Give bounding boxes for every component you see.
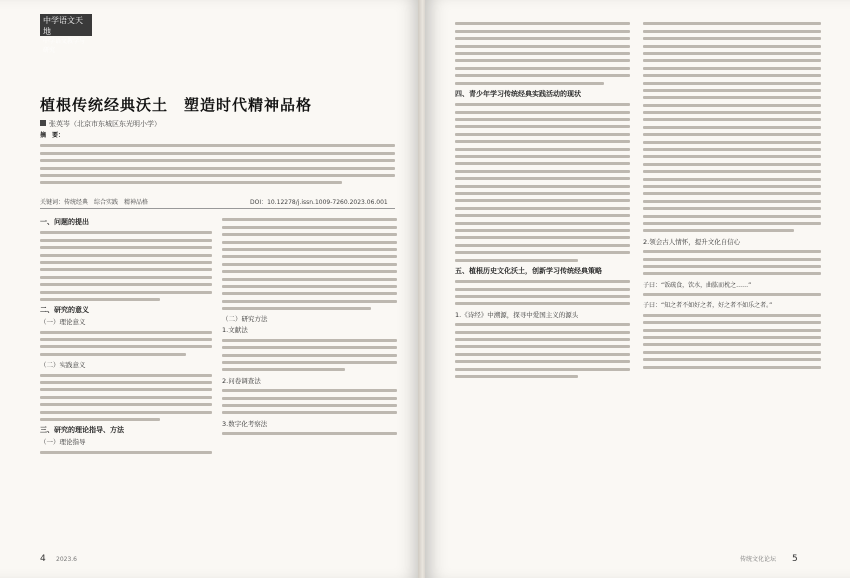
- text-line: [40, 403, 212, 406]
- text-line: [40, 144, 395, 147]
- column-label: 传统文化论坛: [740, 556, 777, 563]
- text-line: [455, 37, 630, 40]
- text-line: [455, 170, 630, 173]
- text-line: [40, 276, 212, 279]
- text-line: [40, 246, 212, 249]
- text-line: [643, 293, 821, 296]
- text-line: [643, 265, 821, 268]
- text-line: [40, 181, 342, 184]
- text-line: [455, 52, 630, 55]
- subsection-heading: 3.数字化考察法: [222, 419, 268, 428]
- text-line: [643, 229, 794, 232]
- text-line: [455, 82, 604, 85]
- text-line: [222, 361, 397, 364]
- text-line: [40, 152, 395, 155]
- text-line: [455, 133, 630, 136]
- text-line: [222, 278, 397, 281]
- journal-logo: [40, 14, 92, 54]
- text-line: [40, 291, 212, 294]
- abstract-body: [40, 140, 395, 189]
- text-line: [222, 241, 397, 244]
- text-line: [222, 404, 397, 407]
- text-line: [40, 388, 212, 391]
- text-line: [643, 118, 821, 121]
- text-line: [222, 432, 397, 435]
- text-line: [455, 368, 630, 371]
- text-line: [643, 329, 821, 332]
- text-line: [455, 244, 630, 247]
- text-line: [455, 118, 630, 121]
- subsection-heading: （二）研究方法: [222, 315, 268, 324]
- abstract-label-text: 摘 要：: [40, 132, 65, 139]
- left-page: [0, 0, 420, 578]
- page-number: 4: [40, 554, 46, 564]
- keywords: 关键词：传统经典 综合实践 精神品格: [40, 199, 149, 206]
- text-line: [455, 192, 630, 195]
- text-line: [643, 351, 821, 354]
- text-line: [222, 255, 397, 258]
- issue-date: 2023.6: [56, 556, 77, 563]
- text-line: [455, 323, 630, 326]
- text-line: [455, 207, 630, 210]
- page-number: 5: [792, 554, 798, 564]
- text-line: [222, 397, 397, 400]
- text-line: [455, 236, 630, 239]
- text-line: [455, 353, 630, 356]
- text-line: [643, 366, 821, 369]
- text-line: [222, 354, 397, 357]
- text-line: [222, 411, 397, 414]
- text-line: [222, 218, 397, 221]
- section-heading: 三、研究的理论指导、方法: [40, 426, 124, 435]
- text-line: [643, 222, 821, 225]
- text-line: [643, 272, 821, 275]
- text-line: [643, 200, 821, 203]
- text-line: [643, 321, 821, 324]
- text-line: [455, 125, 630, 128]
- text-line: [222, 248, 397, 251]
- text-line: [643, 343, 821, 346]
- text-line: [222, 300, 397, 303]
- text-line: [455, 148, 630, 151]
- section-heading: 四、青少年学习传统经典实践活动的现状: [455, 89, 581, 98]
- text-line: [40, 381, 212, 384]
- text-line: [40, 353, 186, 356]
- text-line: [455, 177, 630, 180]
- text-line: [455, 338, 630, 341]
- author-name: 张英岑（北京市东城区东光明小学）: [49, 120, 161, 128]
- text-line: [455, 280, 630, 283]
- text-line: [222, 389, 397, 392]
- text-line: [643, 258, 821, 261]
- text-line: [222, 339, 397, 342]
- text-line: [455, 214, 630, 217]
- text-line: [643, 126, 821, 129]
- text-line: [455, 111, 630, 114]
- text-line: [643, 67, 821, 70]
- text-line: [455, 22, 630, 25]
- section-heading: 五、植根历史文化沃土，创新学习传统经典策略: [455, 266, 602, 275]
- text-line: [643, 37, 821, 40]
- author-marker-icon: [40, 120, 46, 126]
- journal-logo-sub: 中学语文教学与研究: [43, 38, 86, 54]
- text-line: [455, 30, 630, 33]
- text-line: [455, 74, 630, 77]
- subsection-heading: 1.文献法: [222, 326, 248, 335]
- text-line: [40, 239, 212, 242]
- text-line: [643, 358, 821, 361]
- text-line: [455, 302, 630, 305]
- right-page: [425, 0, 850, 578]
- text-line: [643, 45, 821, 48]
- quote: 子曰：“知之者不如好之者，好之者不如乐之者。”: [643, 302, 773, 310]
- text-line: [643, 133, 821, 136]
- text-line: [40, 167, 395, 170]
- text-line: [643, 111, 821, 114]
- text-line: [643, 89, 821, 92]
- text-line: [222, 226, 397, 229]
- subsection-heading: （二）实践意义: [40, 361, 86, 370]
- divider: [40, 208, 395, 209]
- text-line: [455, 155, 630, 158]
- text-line: [40, 331, 212, 334]
- text-line: [40, 451, 212, 454]
- section-heading: 一、问题的提出: [40, 218, 89, 226]
- text-line: [40, 174, 395, 177]
- text-line: [40, 298, 160, 301]
- text-line: [643, 336, 821, 339]
- text-line: [40, 338, 212, 341]
- text-line: [222, 307, 371, 310]
- text-line: [222, 346, 397, 349]
- text-line: [455, 345, 630, 348]
- text-line: [455, 360, 630, 363]
- text-line: [643, 59, 821, 62]
- text-line: [643, 74, 821, 77]
- text-line: [643, 104, 821, 107]
- text-line: [40, 268, 212, 271]
- text-line: [222, 233, 397, 236]
- text-line: [40, 411, 212, 414]
- text-line: [40, 418, 160, 421]
- subsection-heading: 2.领会古人情怀，提升文化自信心: [643, 237, 741, 246]
- text-line: [643, 82, 821, 85]
- text-line: [455, 229, 630, 232]
- left-column-2: [222, 214, 397, 440]
- text-line: [40, 345, 212, 348]
- subsection-heading: （一）理论意义: [40, 318, 86, 327]
- text-line: [455, 45, 630, 48]
- text-line: [455, 199, 630, 202]
- text-line: [222, 368, 345, 371]
- article-author: [40, 119, 161, 129]
- text-line: [455, 288, 630, 291]
- text-line: [455, 331, 630, 334]
- left-column-1: [40, 214, 212, 458]
- text-line: [643, 178, 821, 181]
- subsection-heading: 1.《诗经》中溯源，探寻中爱国主义的源头: [455, 310, 579, 319]
- text-line: [455, 259, 578, 262]
- text-line: [222, 263, 397, 266]
- text-line: [455, 162, 630, 165]
- text-line: [455, 59, 630, 62]
- text-line: [455, 222, 630, 225]
- text-line: [643, 148, 821, 151]
- text-line: [643, 30, 821, 33]
- section-heading: 二、研究的意义: [40, 306, 89, 315]
- text-line: [455, 103, 630, 106]
- text-line: [643, 314, 821, 317]
- text-line: [40, 261, 212, 264]
- text-line: [455, 67, 630, 70]
- text-line: [40, 254, 212, 257]
- text-line: [643, 163, 821, 166]
- journal-logo-main: 中学语文天地: [43, 16, 83, 36]
- text-line: [643, 192, 821, 195]
- text-line: [455, 140, 630, 143]
- text-line: [643, 207, 821, 210]
- text-line: [222, 285, 397, 288]
- text-line: [643, 215, 821, 218]
- text-line: [643, 250, 821, 253]
- text-line: [455, 185, 630, 188]
- text-line: [643, 141, 821, 144]
- text-line: [40, 374, 212, 377]
- text-line: [40, 231, 212, 234]
- text-line: [643, 96, 821, 99]
- text-line: [643, 155, 821, 158]
- text-line: [643, 170, 821, 173]
- quote: 子曰：“饭疏食，饮水，曲肱而枕之……”: [643, 281, 752, 289]
- text-line: [222, 270, 397, 273]
- text-line: [222, 292, 397, 295]
- text-line: [643, 185, 821, 188]
- text-line: [455, 375, 578, 378]
- article-title: 植根传统经典沃土 塑造时代精神品格: [40, 96, 313, 114]
- right-column-1: [455, 18, 630, 382]
- text-line: [643, 52, 821, 55]
- text-line: [40, 283, 212, 286]
- subsection-heading: 2.问卷调查法: [222, 376, 261, 385]
- doi: DOI：10.12278/j.issn.1009-7260.2023.06.001: [250, 199, 388, 206]
- text-line: [643, 22, 821, 25]
- text-line: [40, 159, 395, 162]
- text-line: [40, 396, 212, 399]
- subsection-heading: （一）理论指导: [40, 438, 86, 447]
- text-line: [455, 295, 630, 298]
- text-line: [455, 251, 630, 254]
- right-column-2: [643, 18, 821, 373]
